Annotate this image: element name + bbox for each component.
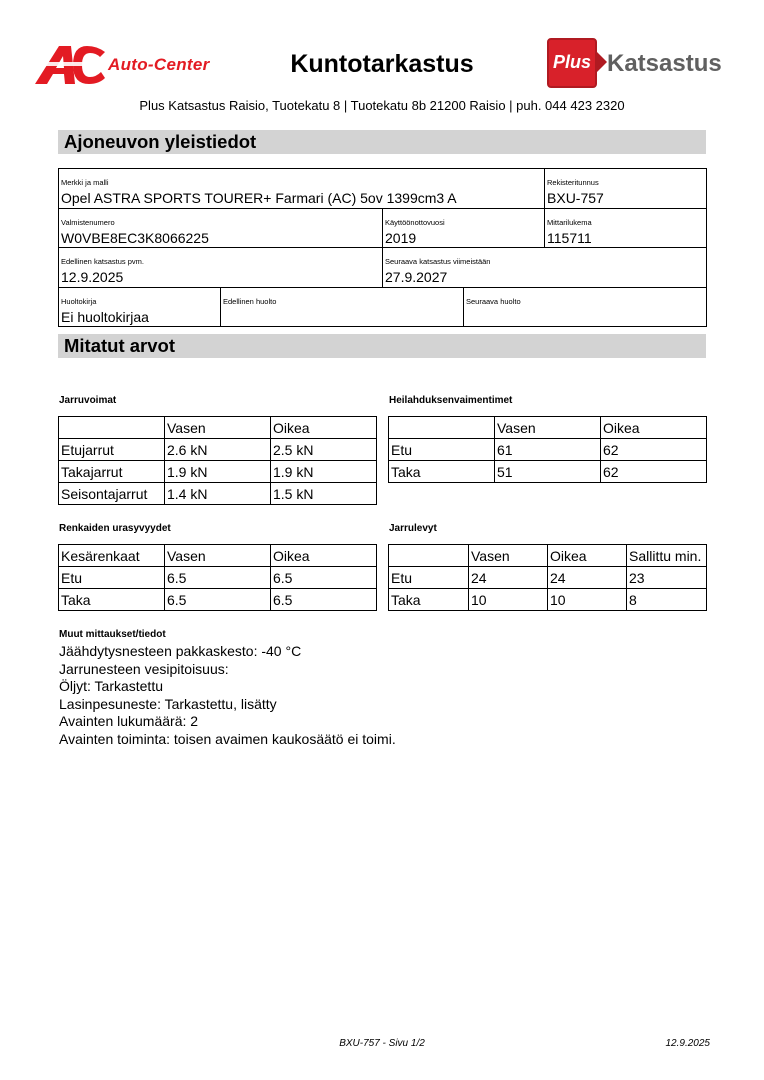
table-header-row [59, 545, 377, 567]
vin-label: Valmistenumero [61, 217, 115, 227]
table-header-cell: Vasen [495, 417, 601, 439]
table-header-cell: Sallittu min. [627, 545, 707, 567]
arrow-icon [595, 50, 607, 74]
plus-katsastus-logo [547, 38, 729, 88]
prev-inspection-cell [59, 248, 383, 288]
registration-value: BXU-757 [547, 190, 604, 206]
list-item: Jäähdytysnesteen pakkaskesto: -40 °C [59, 643, 302, 659]
info-row [59, 169, 707, 209]
table-row [389, 461, 707, 483]
other-measurements-list [59, 643, 396, 749]
table-cell: Etu [389, 567, 469, 589]
prev-inspection-label: Edellinen katsastus pvm. [61, 257, 144, 266]
table-header-cell [59, 417, 165, 439]
table-cell: 61 [495, 439, 601, 461]
service-book-value: Ei huoltokirjaa [61, 308, 149, 325]
station-address: Plus Katsastus Raisio, Tuotekatu 8 | Tuotekatu 8b 21200 Raisio | puh. 044 423 2320 [139, 98, 625, 113]
table-row [389, 439, 707, 461]
make-model-cell [59, 169, 545, 209]
prev-service-label: Edellinen huolto [223, 296, 277, 306]
next-inspection-cell [383, 248, 707, 288]
table-cell: Taka [59, 589, 165, 611]
make-model-label: Merkki ja malli [61, 178, 109, 187]
table-cell: Taka [389, 589, 469, 611]
make-model-value: Opel ASTRA SPORTS TOURER+ Farmari (AC) 5ov 1399cm3 A [61, 190, 457, 206]
table-row [389, 567, 707, 589]
table-cell: 62 [601, 439, 707, 461]
table-cell: 6.5 [165, 567, 271, 589]
table-cell: 23 [627, 567, 707, 589]
table-cell: Takajarrut [59, 461, 165, 483]
tires-title: Renkaiden urasyvyydet [59, 523, 171, 534]
shocks-table [388, 416, 707, 483]
plus-badge-text: Plus [553, 52, 592, 72]
table-row [59, 589, 377, 611]
table-cell: 1.9 kN [165, 461, 271, 483]
table-header-cell: Kesärenkaat [59, 545, 165, 567]
odometer-value: 115711 [547, 229, 592, 246]
table-row [389, 589, 707, 611]
next-service-cell [464, 287, 707, 327]
table-cell: 1.5 kN [271, 483, 377, 505]
page-number: BXU-757 - Sivu 1/2 [339, 1038, 425, 1049]
tires-table [58, 544, 377, 611]
table-cell: 62 [601, 461, 707, 483]
next-service-label: Seuraava huolto [466, 296, 521, 306]
table-header-cell: Oikea [271, 417, 377, 439]
table-header-cell: Vasen [165, 545, 271, 567]
table-cell: 2.5 kN [271, 439, 377, 461]
next-inspection-label: Seuraava katsastus viimeistään [385, 257, 491, 266]
table-header-cell: Oikea [601, 417, 707, 439]
table-cell: 10 [548, 589, 627, 611]
section-general-header [58, 130, 706, 154]
table-cell: 1.9 kN [271, 461, 377, 483]
table-cell: Seisontajarrut [59, 483, 165, 505]
table-cell: 1.4 kN [165, 483, 271, 505]
section-general-title: Ajoneuvon yleistiedot [64, 131, 257, 152]
odometer-label: Mittarilukema [547, 217, 592, 227]
table-row [59, 483, 377, 505]
table-header-cell: Vasen [469, 545, 548, 567]
discs-table [388, 544, 707, 611]
table-cell: 24 [469, 567, 548, 589]
table-header-cell [389, 417, 495, 439]
info-row [59, 248, 707, 288]
table-cell: 10 [469, 589, 548, 611]
table-header-cell [389, 545, 469, 567]
katsastus-brand-text: Katsastus [607, 50, 722, 77]
list-item: Avainten toiminta: toisen avaimen kaukosäätö ei toimi. [59, 730, 396, 747]
table-row [59, 439, 377, 461]
section-measured-header [58, 334, 706, 358]
table-header-cell: Oikea [548, 545, 627, 567]
info-row [59, 208, 707, 248]
brakes-table [58, 416, 377, 505]
brakes-title: Jarruvoimat [59, 395, 117, 406]
table-header-row [389, 545, 707, 567]
other-measurements-title: Muut mittaukset/tiedot [59, 629, 166, 640]
table-cell: 51 [495, 461, 601, 483]
table-row [59, 461, 377, 483]
year-value: 2019 [385, 229, 417, 246]
registration-cell [545, 169, 707, 209]
discs-title: Jarrulevyt [389, 523, 437, 534]
table-header-row [389, 417, 707, 439]
list-item: Lasinpesuneste: Tarkastettu, lisätty [59, 695, 277, 712]
table-cell: 8 [627, 589, 707, 611]
table-cell: Etujarrut [59, 439, 165, 461]
table-header-cell: Vasen [165, 417, 271, 439]
list-item: Jarrunesteen vesipitoisuus: [59, 660, 229, 677]
section-measured-title: Mitatut arvot [64, 335, 175, 356]
table-cell: Etu [59, 567, 165, 589]
auto-center-brand-text: Auto-Center [108, 55, 210, 74]
table-row [59, 567, 377, 589]
table-cell: 6.5 [165, 589, 271, 611]
prev-service-cell [221, 287, 464, 327]
odometer-cell [545, 208, 707, 248]
vin-value: W0VBE8EC3K8066225 [61, 229, 209, 246]
table-header-row [59, 417, 377, 439]
table-cell: 6.5 [271, 567, 377, 589]
service-book-cell [59, 287, 221, 327]
table-cell: 24 [548, 567, 627, 589]
document-title: Kuntotarkastus [290, 50, 474, 78]
plus-badge [547, 38, 597, 88]
table-cell: 2.6 kN [165, 439, 271, 461]
list-item: Avainten lukumäärä: 2 [59, 713, 199, 730]
prev-inspection-value: 12.9.2025 [61, 269, 124, 285]
year-cell [383, 208, 545, 248]
year-label: Käyttöönottovuosi [385, 217, 445, 227]
footer-date: 12.9.2025 [665, 1038, 710, 1049]
service-book-label: Huoltokirja [61, 296, 97, 306]
info-row [59, 287, 707, 327]
table-cell: Etu [389, 439, 495, 461]
next-inspection-value: 27.9.2027 [385, 269, 448, 285]
list-item: Öljyt: Tarkastettu [59, 678, 164, 695]
table-cell: Taka [389, 461, 495, 483]
vehicle-info-grid [58, 168, 707, 327]
shocks-title: Heilahduksenvaimentimet [389, 395, 513, 406]
table-cell: 6.5 [271, 589, 377, 611]
table-header-cell: Oikea [271, 545, 377, 567]
vin-cell [59, 208, 383, 248]
registration-label: Rekisteritunnus [547, 178, 599, 187]
